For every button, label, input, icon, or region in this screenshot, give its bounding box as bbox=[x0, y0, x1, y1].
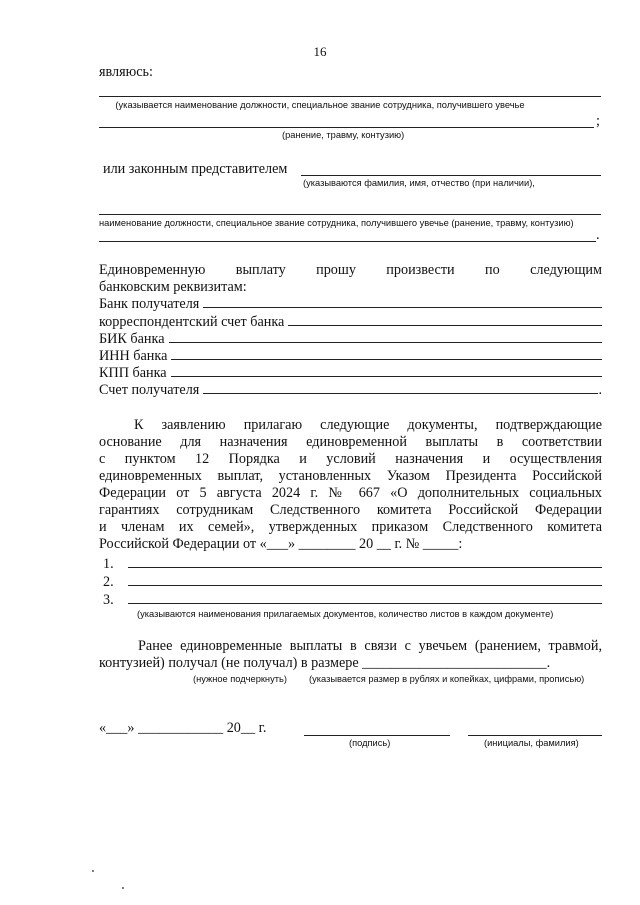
attachments-last-line: Российской Федерации от «___» ________ 20 __ г. № _____: bbox=[99, 536, 463, 552]
signature-line bbox=[304, 735, 450, 736]
document-item-number: 1. bbox=[103, 556, 114, 572]
previous-line2: контузией) получал (не получал) в размере __________________________. bbox=[99, 655, 551, 671]
fio-caption: (указываются фамилия, имя, отчество (при наличии), bbox=[303, 178, 535, 188]
attachments-line: К заявлению прилагаю следующие документы, подтверждающие bbox=[134, 417, 602, 433]
document-item-line bbox=[128, 602, 602, 604]
scan-speck bbox=[92, 870, 94, 872]
attachments-line: с пунктом 12 Порядка и условий назначения и осуществления bbox=[99, 451, 602, 467]
bank-field-label: Счет получателя bbox=[99, 382, 200, 398]
page-number: 16 bbox=[313, 44, 327, 59]
bank-field-row bbox=[99, 348, 602, 365]
bank-field-line bbox=[203, 392, 598, 394]
document-item-row bbox=[103, 574, 602, 591]
position-caption: (указывается наименование должности, специальное звание сотрудника, получившего увечье bbox=[115, 100, 525, 110]
scan-speck bbox=[122, 887, 124, 889]
attachments-line: единовременных выплат, установленных Указом Президента Российской bbox=[99, 468, 602, 484]
bank-field-line bbox=[203, 306, 602, 308]
bank-field-line bbox=[288, 324, 602, 326]
representative-label: или законным представителем bbox=[103, 161, 288, 177]
document-item-number: 3. bbox=[103, 592, 114, 608]
bank-end-period: . bbox=[598, 382, 602, 398]
header-period: . bbox=[596, 227, 600, 243]
attachments-line: Федерации от 5 августа 2024 г. № 667 «О дополнительных социальных bbox=[99, 485, 602, 501]
signature-caption: (подпись) bbox=[349, 738, 391, 748]
documents-caption: (указываются наименования прилагаемых документов, количество листов в каждом документе) bbox=[137, 609, 554, 619]
initials-line bbox=[468, 735, 602, 736]
rep-injury-line bbox=[99, 241, 596, 242]
semicolon: ; bbox=[596, 113, 600, 129]
bank-field-row bbox=[99, 296, 602, 313]
injury-line bbox=[99, 127, 594, 128]
initials-caption: (инициалы, фамилия) bbox=[484, 738, 579, 748]
underline-caption: (нужное подчеркнуть) bbox=[193, 674, 287, 684]
representative-line bbox=[301, 175, 601, 176]
position-line bbox=[99, 96, 601, 97]
injury-caption: (ранение, травму, контузию) bbox=[282, 130, 405, 140]
bank-field-row bbox=[99, 331, 602, 348]
yavlyayus-label: являюсь: bbox=[99, 64, 153, 80]
attachments-line: гарантиях сотрудникам Следственного комитета Российской Федерации bbox=[99, 502, 602, 518]
document-item-line bbox=[128, 584, 602, 586]
bank-field-line bbox=[171, 358, 602, 360]
bank-intro-line2: банковским реквизитам: bbox=[99, 279, 247, 295]
bank-field-label: КПП банка bbox=[99, 365, 167, 381]
amount-caption: (указывается размер в рублях и копейках, цифрами, прописью) bbox=[309, 674, 585, 684]
bank-field-label: БИК банка bbox=[99, 331, 165, 347]
document-item-number: 2. bbox=[103, 574, 114, 590]
document-item-row bbox=[103, 556, 602, 573]
bank-field-row bbox=[99, 314, 602, 331]
attachments-line: и членам их семей», утвержденных приказом Следственного комитета bbox=[99, 519, 602, 535]
bank-field-row bbox=[99, 365, 602, 382]
rep-position-line bbox=[99, 214, 601, 215]
rep-position-caption: наименование должности, специальное звание сотрудника, получившего увечье (ранение, травму, контузию) bbox=[99, 218, 574, 228]
previous-line1: Ранее единовременные выплаты в связи с увечьем (ранением, травмой, bbox=[138, 638, 602, 654]
bank-intro-line1: Единовременную выплату прошу произвести по следующим bbox=[99, 262, 602, 278]
bank-field-label: корреспондентский счет банка bbox=[99, 314, 285, 330]
bank-field-line bbox=[169, 341, 603, 343]
signature-date: «___» ____________ 20__ г. bbox=[99, 720, 267, 736]
bank-field-row bbox=[99, 382, 602, 399]
attachments-line: основание для назначения единовременной выплаты в соответствии bbox=[99, 434, 602, 450]
document-item-row bbox=[103, 592, 602, 609]
bank-field-line bbox=[171, 375, 602, 377]
bank-field-label: Банк получателя bbox=[99, 296, 200, 312]
document-item-line bbox=[128, 566, 602, 568]
bank-field-label: ИНН банка bbox=[99, 348, 168, 364]
